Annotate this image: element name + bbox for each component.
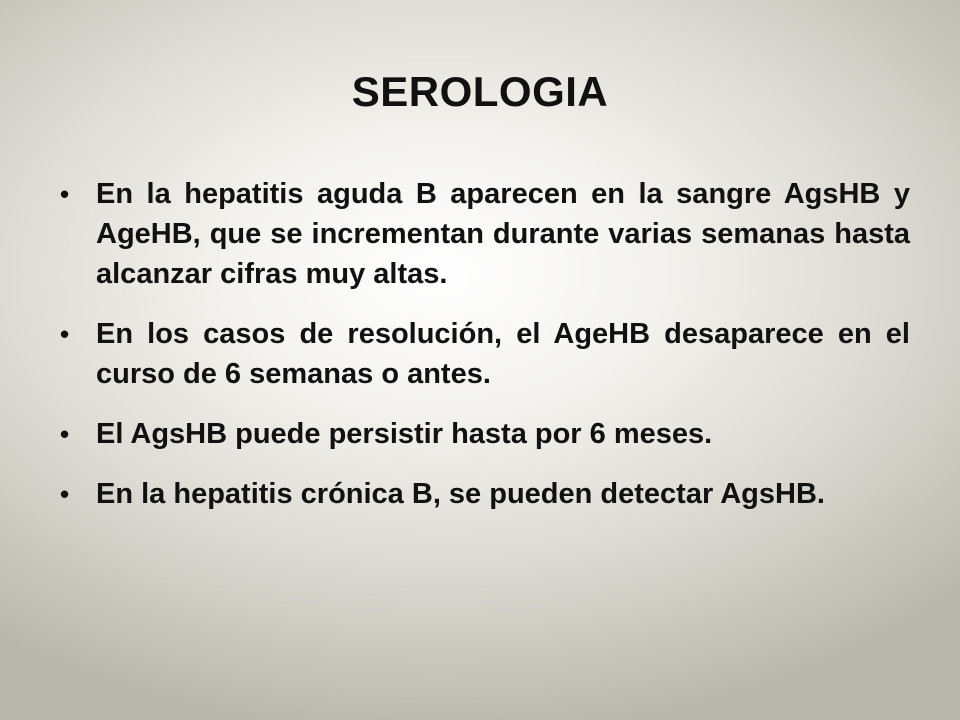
bullet-text: En la hepatitis crónica B, se pueden detectar AgsHB. xyxy=(96,478,825,510)
bullet-icon: • xyxy=(60,479,70,509)
bullet-item-3 xyxy=(60,414,910,454)
bullet-text: En los casos de resolución, el AgeHB desaparece en el curso de 6 semanas o antes. xyxy=(96,318,910,390)
bullet-item-2 xyxy=(60,314,910,394)
bullet-icon: • xyxy=(60,179,70,209)
bullet-item-4 xyxy=(60,474,910,514)
bullet-list xyxy=(60,174,910,534)
bullet-icon: • xyxy=(60,319,70,349)
bullet-icon: • xyxy=(60,419,70,449)
bullet-item-1 xyxy=(60,174,910,294)
bullet-text: El AgsHB puede persistir hasta por 6 meses. xyxy=(96,418,713,450)
bullet-text: En la hepatitis aguda B aparecen en la sangre AgsHB y AgeHB, que se incrementan durante varias semanas hasta alcanzar cifras muy altas. xyxy=(96,178,910,290)
slide-title: SEROLOGIA xyxy=(351,68,609,115)
